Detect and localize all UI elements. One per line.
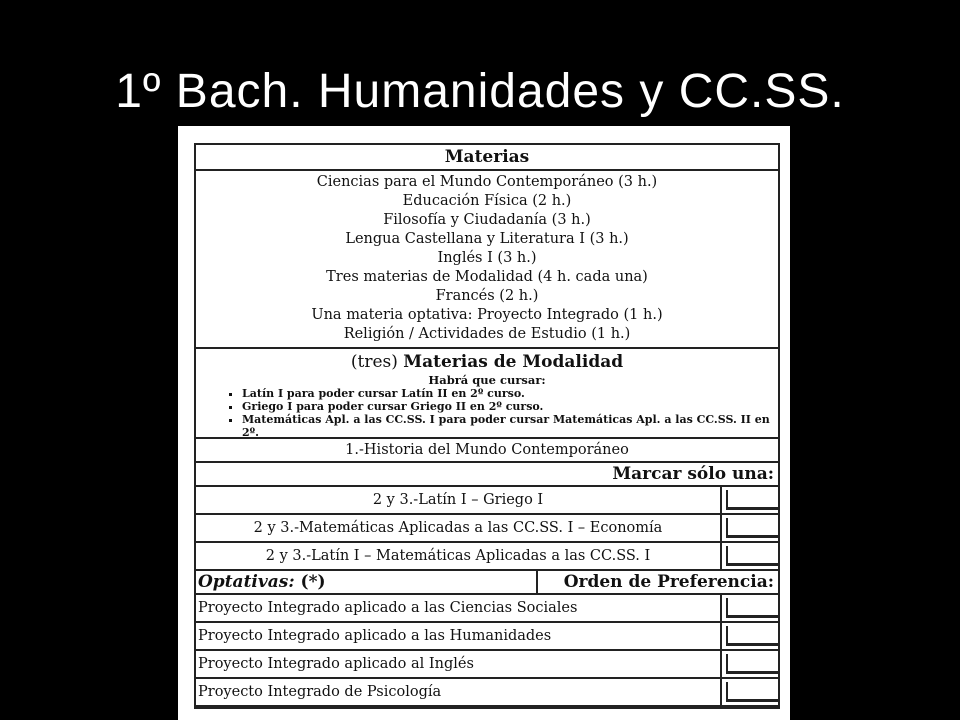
modalidad-prefix: (tres) — [350, 352, 404, 372]
subject-item: Inglés I (3 h.) — [437, 250, 537, 266]
choice-mark-box[interactable] — [722, 543, 778, 569]
optativas-mark: (*) — [294, 572, 326, 592]
preference-box[interactable] — [722, 679, 778, 705]
choice-label: 2 y 3.-Latín I – Matemáticas Aplicadas a las CC.SS. I — [196, 543, 722, 569]
choice-mark-box[interactable] — [722, 487, 778, 513]
modalidad-note: ▪ Matemáticas Apl. a las CC.SS. I para poder cursar Matemáticas Apl. a las CC.SS. II en 2º. — [242, 413, 778, 439]
choice-row — [196, 515, 778, 543]
subjects-list — [196, 171, 778, 349]
subject-item: Ciencias para el Mundo Contemporáneo (3 h.) — [316, 174, 658, 190]
modalidad-subtitle: Habrá que cursar: — [428, 373, 546, 387]
subject-item: Francés (2 h.) — [435, 288, 539, 304]
subject-item: Filosofía y Ciudadanía (3 h.) — [383, 212, 591, 228]
subject-item: Religión / Actividades de Estudio (1 h.) — [343, 326, 631, 342]
modalidad-title — [196, 351, 778, 373]
modalidad-title-text: Materias de Modalidad — [403, 352, 624, 372]
choice-mark-box[interactable] — [722, 515, 778, 541]
slide-title: 1º Bach. Humanidades y CC.SS. — [115, 65, 845, 118]
optativa-label: Proyecto Integrado de Psicología — [196, 679, 722, 705]
choice-label: 2 y 3.-Matemáticas Aplicadas a las CC.SS. I – Economía — [196, 515, 722, 541]
subject-item: Tres materias de Modalidad (4 h. cada una) — [326, 269, 648, 285]
subject-item: Lengua Castellana y Literatura I (3 h.) — [345, 231, 629, 247]
preference-box[interactable] — [722, 623, 778, 649]
orden-preferencia-label: Orden de Preferencia: — [563, 572, 774, 592]
historia-row: 1.-Historia del Mundo Contemporáneo — [196, 439, 778, 463]
choice-row — [196, 543, 778, 571]
optativa-label: Proyecto Integrado aplicado a las Humanidades — [196, 623, 722, 649]
optativas-label-cell — [196, 571, 538, 593]
optativa-label: Proyecto Integrado aplicado a las Ciencias Sociales — [196, 595, 722, 621]
modalidad-notes — [196, 387, 778, 439]
choice-row — [196, 487, 778, 515]
optativa-label: Proyecto Integrado aplicado al Inglés — [196, 651, 722, 677]
subject-item: Educación Física (2 h.) — [402, 193, 572, 209]
modalidad-section — [196, 349, 778, 439]
form-document — [178, 126, 790, 720]
modalidad-note: ▪ Griego I para poder cursar Griego II en 2º curso. — [242, 400, 778, 413]
preference-box[interactable] — [722, 595, 778, 621]
optativa-row — [196, 651, 778, 679]
modalidad-note: ▪ Latín I para poder cursar Latín II en 2º curso. — [242, 387, 778, 400]
subject-item: Una materia optativa: Proyecto Integrado (1 h.) — [311, 307, 663, 323]
choice-label: 2 y 3.-Latín I – Griego I — [196, 487, 722, 513]
marcar-header: Marcar sólo una: — [196, 463, 778, 487]
materias-header: Materias — [196, 145, 778, 171]
optativas-label: Optativas: — [198, 572, 295, 592]
optativa-row — [196, 679, 778, 707]
optativa-row — [196, 595, 778, 623]
optativa-row — [196, 623, 778, 651]
optativas-header — [196, 571, 778, 595]
subjects-table — [194, 143, 780, 709]
preference-box[interactable] — [722, 651, 778, 677]
